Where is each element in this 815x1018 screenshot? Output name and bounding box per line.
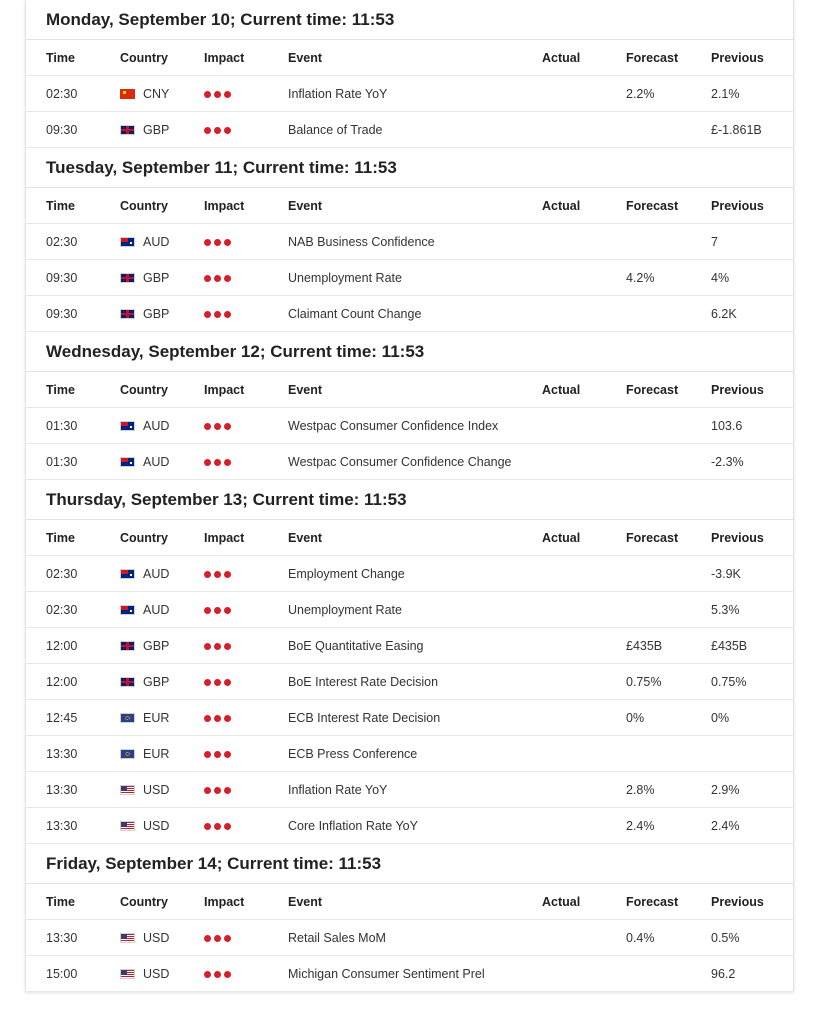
- event-previous: -3.9K: [711, 566, 741, 581]
- impact-dot-icon: [224, 823, 231, 830]
- au-flag-icon: [120, 605, 135, 615]
- event-country: [100, 967, 184, 981]
- event-name[interactable]: Retail Sales MoM: [288, 930, 386, 945]
- currency-code: AUD: [143, 602, 170, 617]
- event-previous: £-1.861B: [711, 122, 762, 137]
- event-impact: [184, 603, 268, 617]
- event-name[interactable]: Core Inflation Rate YoY: [288, 818, 418, 833]
- event-name[interactable]: NAB Business Confidence: [288, 234, 435, 249]
- column-header-actual: Actual: [542, 198, 581, 213]
- event-country: [100, 639, 184, 653]
- column-header-impact: Impact: [204, 894, 245, 909]
- column-header-forecast: Forecast: [626, 894, 679, 909]
- impact-dot-icon: [224, 127, 231, 134]
- impact-dot-icon: [224, 91, 231, 98]
- event-row[interactable]: [26, 592, 793, 628]
- event-impact: [184, 567, 268, 581]
- event-name[interactable]: BoE Interest Rate Decision: [288, 674, 439, 689]
- column-header-time: Time: [46, 50, 75, 65]
- day-section: [26, 148, 793, 332]
- impact-dot-icon: [214, 459, 221, 466]
- impact-dot-icon: [204, 275, 211, 282]
- impact-dot-icon: [204, 311, 211, 318]
- event-country: [100, 567, 184, 581]
- impact-dot-icon: [204, 679, 211, 686]
- event-country: [100, 419, 184, 433]
- event-row[interactable]: [26, 700, 793, 736]
- column-header-row: [26, 372, 793, 408]
- column-header-event: Event: [288, 50, 323, 65]
- event-previous: £435B: [711, 638, 748, 653]
- event-impact: [184, 931, 268, 945]
- impact-dot-icon: [214, 935, 221, 942]
- event-time: 02:30: [46, 566, 78, 581]
- impact-dot-icon: [224, 459, 231, 466]
- impact-dot-icon: [204, 127, 211, 134]
- event-forecast: £435B: [626, 638, 663, 653]
- us-flag-icon: [120, 933, 135, 943]
- event-row[interactable]: [26, 112, 793, 148]
- currency-code: AUD: [143, 454, 170, 469]
- event-previous: 2.1%: [711, 86, 740, 101]
- impact-indicator: [204, 311, 231, 318]
- currency-code: AUD: [143, 566, 170, 581]
- impact-dot-icon: [204, 459, 211, 466]
- impact-indicator: [204, 679, 231, 686]
- economic-calendar: [25, 0, 794, 992]
- currency-code: EUR: [143, 746, 170, 761]
- currency-code: GBP: [143, 638, 170, 653]
- eu-flag-icon: [120, 713, 135, 723]
- event-name[interactable]: BoE Quantitative Easing: [288, 638, 424, 653]
- event-impact: [184, 639, 268, 653]
- event-time: 15:00: [46, 966, 78, 981]
- event-forecast: 0.75%: [626, 674, 662, 689]
- event-time: 12:00: [46, 674, 78, 689]
- impact-dot-icon: [224, 679, 231, 686]
- column-header-country: Country: [120, 198, 168, 213]
- day-section: [26, 332, 793, 480]
- us-flag-icon: [120, 821, 135, 831]
- column-header-impact: Impact: [204, 198, 245, 213]
- event-row[interactable]: [26, 920, 793, 956]
- impact-indicator: [204, 423, 231, 430]
- event-row[interactable]: [26, 408, 793, 444]
- event-impact: [184, 747, 268, 761]
- event-row[interactable]: [26, 772, 793, 808]
- day-title: Monday, September 10; Current time: 11:53: [26, 0, 793, 40]
- column-header-forecast: Forecast: [626, 530, 679, 545]
- event-row[interactable]: [26, 76, 793, 112]
- impact-dot-icon: [204, 935, 211, 942]
- column-header-actual: Actual: [542, 50, 581, 65]
- impact-dot-icon: [204, 91, 211, 98]
- event-impact: [184, 271, 268, 285]
- event-row[interactable]: [26, 260, 793, 296]
- event-name[interactable]: Balance of Trade: [288, 122, 383, 137]
- impact-indicator: [204, 91, 231, 98]
- currency-code: GBP: [143, 306, 170, 321]
- impact-indicator: [204, 607, 231, 614]
- column-header-event: Event: [288, 894, 323, 909]
- au-flag-icon: [120, 237, 135, 247]
- event-impact: [184, 123, 268, 137]
- event-previous: 7: [711, 234, 718, 249]
- impact-dot-icon: [204, 751, 211, 758]
- event-name[interactable]: Claimant Count Change: [288, 306, 422, 321]
- impact-indicator: [204, 935, 231, 942]
- column-header-event: Event: [288, 382, 323, 397]
- impact-indicator: [204, 239, 231, 246]
- event-name[interactable]: Inflation Rate YoY: [288, 86, 388, 101]
- column-header-time: Time: [46, 382, 75, 397]
- cn-flag-icon: [120, 89, 135, 99]
- event-country: [100, 711, 184, 725]
- impact-dot-icon: [214, 971, 221, 978]
- impact-dot-icon: [204, 715, 211, 722]
- event-impact: [184, 87, 268, 101]
- event-country: [100, 931, 184, 945]
- event-time: 09:30: [46, 306, 78, 321]
- event-country: [100, 307, 184, 321]
- event-country: [100, 87, 184, 101]
- column-header-country: Country: [120, 530, 168, 545]
- day-section: [26, 0, 793, 148]
- currency-code: AUD: [143, 234, 170, 249]
- impact-dot-icon: [204, 571, 211, 578]
- column-header-row: [26, 40, 793, 76]
- event-country: [100, 675, 184, 689]
- event-forecast: 4.2%: [626, 270, 655, 285]
- us-flag-icon: [120, 785, 135, 795]
- event-country: [100, 603, 184, 617]
- event-time: 02:30: [46, 86, 78, 101]
- event-forecast: 0%: [626, 710, 645, 725]
- event-forecast: 0.4%: [626, 930, 655, 945]
- day-section: [26, 480, 793, 844]
- uk-flag-icon: [120, 309, 135, 319]
- column-header-row: [26, 884, 793, 920]
- event-country: [100, 455, 184, 469]
- impact-dot-icon: [204, 823, 211, 830]
- impact-dot-icon: [224, 643, 231, 650]
- impact-indicator: [204, 275, 231, 282]
- column-header-actual: Actual: [542, 382, 581, 397]
- us-flag-icon: [120, 969, 135, 979]
- day-title: Wednesday, September 12; Current time: 11:53: [26, 332, 793, 372]
- event-name[interactable]: Employment Change: [288, 566, 405, 581]
- impact-indicator: [204, 127, 231, 134]
- currency-code: GBP: [143, 122, 170, 137]
- column-header-country: Country: [120, 382, 168, 397]
- event-country: [100, 271, 184, 285]
- event-impact: [184, 235, 268, 249]
- currency-code: GBP: [143, 674, 170, 689]
- event-forecast: 2.8%: [626, 782, 655, 797]
- event-previous: 96.2: [711, 966, 736, 981]
- impact-dot-icon: [224, 607, 231, 614]
- impact-indicator: [204, 971, 231, 978]
- event-row[interactable]: [26, 444, 793, 480]
- event-row[interactable]: [26, 736, 793, 772]
- au-flag-icon: [120, 457, 135, 467]
- event-time: 12:00: [46, 638, 78, 653]
- column-header-forecast: Forecast: [626, 198, 679, 213]
- impact-dot-icon: [214, 423, 221, 430]
- day-section: [26, 844, 793, 992]
- impact-dot-icon: [204, 423, 211, 430]
- impact-dot-icon: [224, 423, 231, 430]
- day-title: Thursday, September 13; Current time: 11:53: [26, 480, 793, 520]
- event-previous: 2.9%: [711, 782, 740, 797]
- event-row[interactable]: [26, 224, 793, 260]
- currency-code: USD: [143, 930, 170, 945]
- event-impact: [184, 711, 268, 725]
- event-country: [100, 783, 184, 797]
- event-name[interactable]: Michigan Consumer Sentiment Prel: [288, 966, 485, 981]
- event-impact: [184, 419, 268, 433]
- event-impact: [184, 675, 268, 689]
- impact-dot-icon: [214, 643, 221, 650]
- event-name[interactable]: Unemployment Rate: [288, 602, 402, 617]
- event-previous: 4%: [711, 270, 730, 285]
- event-impact: [184, 307, 268, 321]
- au-flag-icon: [120, 569, 135, 579]
- uk-flag-icon: [120, 677, 135, 687]
- day-title: Tuesday, September 11; Current time: 11:53: [26, 148, 793, 188]
- impact-indicator: [204, 459, 231, 466]
- currency-code: USD: [143, 782, 170, 797]
- event-row[interactable]: [26, 956, 793, 992]
- impact-dot-icon: [214, 751, 221, 758]
- impact-dot-icon: [214, 571, 221, 578]
- event-name[interactable]: Westpac Consumer Confidence Index: [288, 418, 499, 433]
- event-previous: 103.6: [711, 418, 743, 433]
- event-country: [100, 747, 184, 761]
- eu-flag-icon: [120, 749, 135, 759]
- column-header-previous: Previous: [711, 198, 764, 213]
- column-header-time: Time: [46, 198, 75, 213]
- currency-code: CNY: [143, 86, 170, 101]
- column-header-actual: Actual: [542, 530, 581, 545]
- event-previous: 6.2K: [711, 306, 737, 321]
- impact-dot-icon: [214, 239, 221, 246]
- event-country: [100, 123, 184, 137]
- impact-dot-icon: [214, 787, 221, 794]
- impact-dot-icon: [224, 935, 231, 942]
- event-forecast: 2.4%: [626, 818, 655, 833]
- event-impact: [184, 819, 268, 833]
- event-time: 09:30: [46, 270, 78, 285]
- impact-dot-icon: [224, 971, 231, 978]
- impact-indicator: [204, 751, 231, 758]
- impact-dot-icon: [214, 91, 221, 98]
- event-previous: -2.3%: [711, 454, 744, 469]
- column-header-country: Country: [120, 894, 168, 909]
- uk-flag-icon: [120, 273, 135, 283]
- column-header-previous: Previous: [711, 50, 764, 65]
- event-country: [100, 819, 184, 833]
- impact-dot-icon: [214, 823, 221, 830]
- au-flag-icon: [120, 421, 135, 431]
- event-time: 01:30: [46, 454, 78, 469]
- column-header-impact: Impact: [204, 382, 245, 397]
- event-time: 13:30: [46, 746, 78, 761]
- impact-indicator: [204, 787, 231, 794]
- event-time: 09:30: [46, 122, 78, 137]
- impact-indicator: [204, 571, 231, 578]
- event-row[interactable]: [26, 556, 793, 592]
- event-previous: 0.5%: [711, 930, 740, 945]
- currency-code: AUD: [143, 418, 170, 433]
- event-impact: [184, 783, 268, 797]
- impact-dot-icon: [204, 607, 211, 614]
- column-header-time: Time: [46, 530, 75, 545]
- event-previous: 0%: [711, 710, 730, 725]
- column-header-event: Event: [288, 198, 323, 213]
- column-header-impact: Impact: [204, 50, 245, 65]
- impact-dot-icon: [214, 715, 221, 722]
- currency-code: USD: [143, 966, 170, 981]
- event-impact: [184, 967, 268, 981]
- uk-flag-icon: [120, 125, 135, 135]
- impact-dot-icon: [224, 239, 231, 246]
- impact-dot-icon: [224, 751, 231, 758]
- event-time: 13:30: [46, 782, 78, 797]
- impact-dot-icon: [204, 971, 211, 978]
- event-previous: 5.3%: [711, 602, 740, 617]
- event-name[interactable]: ECB Press Conference: [288, 746, 418, 761]
- event-time: 02:30: [46, 602, 78, 617]
- impact-dot-icon: [224, 715, 231, 722]
- event-name[interactable]: ECB Interest Rate Decision: [288, 710, 441, 725]
- currency-code: USD: [143, 818, 170, 833]
- column-header-previous: Previous: [711, 530, 764, 545]
- uk-flag-icon: [120, 641, 135, 651]
- column-header-impact: Impact: [204, 530, 245, 545]
- event-row[interactable]: [26, 628, 793, 664]
- event-time: 12:45: [46, 710, 78, 725]
- event-country: [100, 235, 184, 249]
- event-name[interactable]: Unemployment Rate: [288, 270, 402, 285]
- event-name[interactable]: Inflation Rate YoY: [288, 782, 388, 797]
- event-impact: [184, 455, 268, 469]
- day-title: Friday, September 14; Current time: 11:53: [26, 844, 793, 884]
- currency-code: GBP: [143, 270, 170, 285]
- column-header-country: Country: [120, 50, 168, 65]
- column-header-previous: Previous: [711, 382, 764, 397]
- impact-dot-icon: [214, 607, 221, 614]
- impact-dot-icon: [224, 571, 231, 578]
- currency-code: EUR: [143, 710, 170, 725]
- impact-dot-icon: [204, 239, 211, 246]
- impact-indicator: [204, 715, 231, 722]
- impact-dot-icon: [214, 275, 221, 282]
- column-header-forecast: Forecast: [626, 382, 679, 397]
- impact-dot-icon: [214, 311, 221, 318]
- impact-dot-icon: [214, 679, 221, 686]
- event-row[interactable]: [26, 808, 793, 844]
- event-name[interactable]: Westpac Consumer Confidence Change: [288, 454, 512, 469]
- impact-dot-icon: [224, 275, 231, 282]
- event-time: 01:30: [46, 418, 78, 433]
- impact-dot-icon: [204, 643, 211, 650]
- event-previous: 0.75%: [711, 674, 747, 689]
- event-row[interactable]: [26, 664, 793, 700]
- impact-dot-icon: [224, 311, 231, 318]
- impact-indicator: [204, 823, 231, 830]
- column-header-previous: Previous: [711, 894, 764, 909]
- impact-dot-icon: [214, 127, 221, 134]
- event-time: 13:30: [46, 930, 78, 945]
- event-time: 13:30: [46, 818, 78, 833]
- event-time: 02:30: [46, 234, 78, 249]
- column-header-forecast: Forecast: [626, 50, 679, 65]
- impact-indicator: [204, 643, 231, 650]
- event-forecast: 2.2%: [626, 86, 655, 101]
- column-header-row: [26, 188, 793, 224]
- impact-dot-icon: [224, 787, 231, 794]
- column-header-event: Event: [288, 530, 323, 545]
- impact-dot-icon: [204, 787, 211, 794]
- event-row[interactable]: [26, 296, 793, 332]
- column-header-row: [26, 520, 793, 556]
- column-header-time: Time: [46, 894, 75, 909]
- column-header-actual: Actual: [542, 894, 581, 909]
- event-previous: 2.4%: [711, 818, 740, 833]
